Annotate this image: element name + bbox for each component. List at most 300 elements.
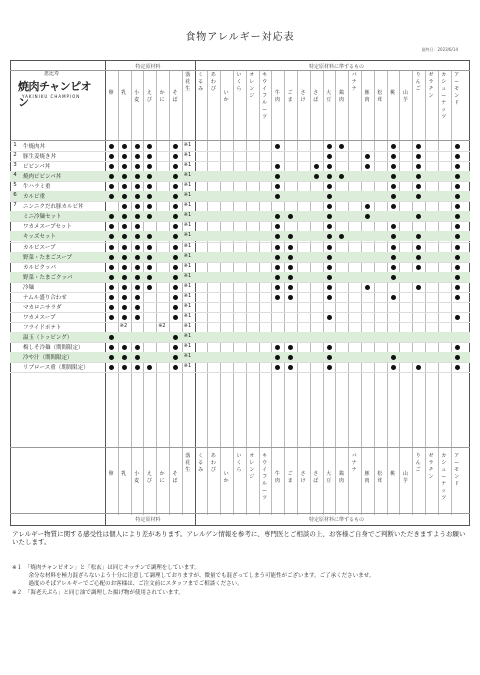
allergen-column-label: 豚肉 <box>364 471 370 484</box>
allergen-present-dot <box>416 234 421 239</box>
allergen-present-dot <box>109 295 114 300</box>
allergen-present-dot <box>147 245 152 250</box>
allergen-present-dot <box>147 144 152 149</box>
footnote-mark: ※1 <box>183 322 192 329</box>
allergen-present-dot <box>455 214 460 219</box>
allergen-present-dot <box>455 184 460 189</box>
allergen-present-dot <box>275 234 280 239</box>
allergen-present-dot <box>173 214 178 219</box>
footnote-mark: ※1 <box>183 142 192 148</box>
footnote-mark: ※1 <box>183 222 192 229</box>
allergen-column-label: いくら <box>236 72 242 92</box>
allergen-present-dot <box>416 265 421 270</box>
allergen-present-dot <box>135 295 140 300</box>
allergen-present-dot <box>288 234 293 239</box>
allergen-present-dot <box>122 144 127 149</box>
allergen-present-dot <box>455 355 460 360</box>
allergen-present-dot <box>135 315 140 320</box>
allergen-column-label: キウイフルーツ <box>262 453 268 501</box>
allergen-present-dot <box>173 365 178 370</box>
allergen-present-dot <box>275 285 280 290</box>
allergen-present-dot <box>455 275 460 280</box>
allergen-present-dot <box>122 174 127 179</box>
allergen-column-label: バナナ <box>351 453 357 473</box>
allergen-present-dot <box>455 224 460 229</box>
allergen-present-dot <box>288 295 293 300</box>
allergen-present-dot <box>327 204 332 209</box>
menu-item-name: マカロニサラダ <box>23 304 62 311</box>
allergen-present-dot <box>365 214 370 219</box>
allergen-column-label: 大豆 <box>326 471 332 484</box>
footnote-mark: ※1 <box>183 162 192 169</box>
group-specified-footer: 特定原材料 <box>135 517 161 523</box>
allergen-present-dot <box>416 144 421 149</box>
allergen-present-dot <box>416 285 421 290</box>
allergen-present-dot <box>391 365 396 370</box>
allergen-present-dot <box>173 184 178 189</box>
allergen-present-dot <box>455 255 460 260</box>
update-date: 最終日：2023/6/14 <box>421 47 458 52</box>
allergen-column-label: 牛肉 <box>274 471 280 484</box>
allergen-column-label: さば <box>313 90 319 103</box>
allergen-column-label: 乳 <box>121 471 127 477</box>
allergen-column-label: 松茸 <box>377 471 383 484</box>
menu-item-name: リブロース重（期間限定） <box>23 365 89 372</box>
allergen-present-dot <box>109 365 114 370</box>
menu-item-name: ワカメスープ <box>23 314 56 321</box>
allergen-column-label: ゼラチン <box>428 453 434 480</box>
menu-item-name: 牛ハラミ重 <box>23 184 51 191</box>
row-divider <box>10 513 470 514</box>
allergen-present-dot <box>416 164 421 169</box>
allergen-present-dot <box>173 345 178 350</box>
allergen-column-label: アーモンド <box>454 72 460 106</box>
row-divider <box>10 372 470 373</box>
table-row <box>10 191 470 201</box>
allergen-present-dot <box>275 245 280 250</box>
allergen-present-dot <box>173 275 178 280</box>
allergen-column-label: そば <box>172 90 178 103</box>
allergen-present-dot <box>135 184 140 189</box>
allergen-column-label: 卵 <box>108 90 114 96</box>
menu-item-name: ナムル盛り合わせ <box>23 294 67 301</box>
allergen-present-dot <box>109 245 114 250</box>
footnote-mark: ※1 <box>183 182 192 189</box>
allergen-present-dot <box>275 365 280 370</box>
allergen-present-dot <box>173 335 178 340</box>
allergen-present-dot <box>288 355 293 360</box>
allergen-column-label: さば <box>313 471 319 484</box>
allergen-present-dot <box>173 255 178 260</box>
allergen-present-dot <box>365 154 370 159</box>
allergen-present-dot <box>109 305 114 310</box>
allergen-present-dot <box>327 245 332 250</box>
allergy-notice: アレルギー物質に関する感受性は個人により差があります。アレルゲン情報を参考に、専門医とご相談の上、お客様ご自身でご判断いただきますようお願いいたします。 <box>12 530 466 546</box>
allergen-present-dot <box>122 265 127 270</box>
allergen-column-label: キウイフルーツ <box>262 72 268 120</box>
menu-item-name: 冷や汁（期間限定） <box>23 355 73 362</box>
allergen-present-dot <box>135 204 140 209</box>
allergen-column-label: いくら <box>236 453 242 473</box>
logo-subtitle: 恵比寿 <box>44 71 60 77</box>
table-row <box>10 211 470 221</box>
allergen-present-dot <box>275 355 280 360</box>
allergen-present-dot <box>135 214 140 219</box>
allergen-present-dot <box>135 234 140 239</box>
allergen-present-dot <box>327 345 332 350</box>
allergen-column-label: 乳 <box>121 90 127 96</box>
allergen-present-dot <box>327 355 332 360</box>
allergen-column-label: あわび <box>210 72 216 92</box>
row-number: 1 <box>13 142 17 148</box>
allergen-present-dot <box>122 184 127 189</box>
table-row <box>10 362 470 372</box>
allergen-present-dot <box>288 255 293 260</box>
menu-item-name: 冷麺 <box>23 284 35 291</box>
menu-item-name: 牛焼肉丼 <box>23 144 46 150</box>
allergen-present-dot <box>109 164 114 169</box>
allergen-column-label: 桃 <box>390 471 396 477</box>
allergen-present-dot <box>416 154 421 159</box>
allergen-column-label: 鶏肉 <box>338 90 344 103</box>
menu-item-name: 野菜・たまごスープ <box>23 254 72 261</box>
allergen-present-dot <box>416 184 421 189</box>
allergen-present-dot <box>135 305 140 310</box>
allergen-present-dot <box>327 275 332 280</box>
allergen-present-dot <box>147 194 152 199</box>
allergen-column-label: くるみ <box>198 453 204 473</box>
allergen-present-dot <box>122 194 127 199</box>
table-row <box>10 141 470 151</box>
allergen-present-dot <box>109 154 114 159</box>
allergen-present-dot <box>135 245 140 250</box>
menu-item-name: フライドポテト <box>23 324 62 331</box>
allergen-column-label: アーモンド <box>454 453 460 487</box>
allergen-column-label: 松茸 <box>377 90 383 103</box>
allergen-column-label: ごま <box>287 90 293 103</box>
allergen-present-dot <box>339 174 344 179</box>
allergen-present-dot <box>109 255 114 260</box>
allergen-present-dot <box>135 164 140 169</box>
allergen-present-dot <box>147 174 152 179</box>
footnote-mark: ※1 <box>183 212 192 219</box>
allergen-column-label: ゼラチン <box>428 72 434 99</box>
allergen-present-dot <box>173 355 178 360</box>
allergen-present-dot <box>109 355 114 360</box>
allergen-column-label: いか <box>223 471 229 484</box>
allergen-present-dot <box>122 315 127 320</box>
footnote: ※２ 「海老天ぷら」と同じ油で調理した揚げ物が使用されています。 <box>12 590 184 596</box>
allergen-present-dot <box>135 285 140 290</box>
allergen-present-dot <box>147 164 152 169</box>
allergen-column-label: 豚肉 <box>364 90 370 103</box>
group-specified-header: 特定原材料 <box>135 64 161 70</box>
allergen-column-label: かに <box>159 90 165 103</box>
allergen-present-dot <box>275 144 280 149</box>
allergen-present-dot <box>109 335 114 340</box>
allergen-present-dot <box>147 204 152 209</box>
allergen-present-dot <box>275 295 280 300</box>
footnote: 過度のそばアレルギーでご心配のお客様は、ご注文前にスタッフまでご相談ください。 <box>12 581 243 587</box>
allergen-present-dot <box>147 234 152 239</box>
footnote-mark: ※1 <box>183 282 192 289</box>
allergen-column-label: 卵 <box>108 471 114 477</box>
allergen-present-dot <box>455 345 460 350</box>
allergen-present-dot <box>327 315 332 320</box>
footnote-mark: ※2 <box>158 322 166 329</box>
table-row <box>10 151 470 161</box>
allergen-present-dot <box>288 345 293 350</box>
allergen-present-dot <box>391 295 396 300</box>
allergen-present-dot <box>416 365 421 370</box>
allergen-present-dot <box>327 184 332 189</box>
allergen-present-dot <box>416 245 421 250</box>
allergen-present-dot <box>135 194 140 199</box>
footnote: ※１ 「焼肉チャンピオン」と「松玄」は同じキッチンで調理をしています。 <box>12 565 200 571</box>
row-number: 2 <box>13 152 17 159</box>
allergen-present-dot <box>109 214 114 219</box>
table-row <box>10 171 470 181</box>
footnote-mark: ※1 <box>183 343 192 349</box>
allergen-present-dot <box>173 174 178 179</box>
allergen-present-dot <box>365 164 370 169</box>
allergen-present-dot <box>455 265 460 270</box>
allergen-present-dot <box>455 204 460 209</box>
allergen-present-dot <box>173 144 178 149</box>
allergen-present-dot <box>109 315 114 320</box>
allergen-present-dot <box>122 345 127 350</box>
allergen-present-dot <box>173 315 178 320</box>
allergen-column-label: いか <box>223 90 229 103</box>
allergen-column-label: かに <box>159 471 165 484</box>
allergen-present-dot <box>109 144 114 149</box>
footnote-mark: ※1 <box>183 353 192 360</box>
logo-english: YAKINIKU CHAMPION <box>22 94 81 99</box>
allergen-present-dot <box>455 315 460 320</box>
allergen-column-label: バナナ <box>351 72 357 92</box>
allergen-present-dot <box>327 214 332 219</box>
allergen-present-dot <box>135 365 140 370</box>
table-row <box>10 161 470 171</box>
table-row <box>10 221 470 231</box>
menu-item-name: 温玉（トッピング） <box>23 334 73 341</box>
footnote-mark: ※1 <box>183 152 192 159</box>
allergen-column-label: りんご <box>415 453 421 473</box>
allergen-present-dot <box>391 255 396 260</box>
allergen-present-dot <box>135 224 140 229</box>
page-title: 食物アレルギー対応表 <box>185 32 295 43</box>
allergen-present-dot <box>339 234 344 239</box>
row-divider <box>10 447 470 448</box>
allergen-column-label: 落花生 <box>185 72 191 92</box>
allergen-present-dot <box>173 154 178 159</box>
allergen-present-dot <box>147 154 152 159</box>
footnote-mark: ※1 <box>183 332 192 339</box>
allergen-present-dot <box>455 234 460 239</box>
allergen-present-dot <box>455 245 460 250</box>
allergen-present-dot <box>391 234 396 239</box>
menu-item-name: カルビ重 <box>23 194 46 201</box>
table-row <box>10 352 470 362</box>
allergen-column-label: ごま <box>287 471 293 484</box>
allergen-present-dot <box>135 345 140 350</box>
allergen-present-dot <box>173 164 178 169</box>
allergen-present-dot <box>275 174 280 179</box>
allergen-present-dot <box>135 265 140 270</box>
menu-item-name: ニンニクだれ豚カルビ丼 <box>23 204 84 211</box>
allergen-column-label: 牛肉 <box>274 90 280 103</box>
allergen-present-dot <box>147 265 152 270</box>
table-row <box>10 201 470 211</box>
allergen-present-dot <box>109 265 114 270</box>
allergen-present-dot <box>391 355 396 360</box>
allergen-present-dot <box>327 255 332 260</box>
allergen-present-dot <box>391 224 396 229</box>
menu-item-name: カルビスープ <box>23 244 56 251</box>
allergen-present-dot <box>173 224 178 229</box>
allergen-column-label: さけ <box>300 471 306 484</box>
allergen-column-label: えび <box>146 471 152 484</box>
allergen-present-dot <box>173 194 178 199</box>
allergen-present-dot <box>327 295 332 300</box>
footnote-mark: ※1 <box>183 202 192 209</box>
allergen-present-dot <box>122 234 127 239</box>
menu-item-name: カルビクッパ <box>23 264 57 271</box>
allergen-column-label: りんご <box>415 72 421 92</box>
allergen-present-dot <box>122 204 127 209</box>
allergen-present-dot <box>288 245 293 250</box>
row-number: 5 <box>13 182 17 189</box>
allergen-present-dot <box>109 184 114 189</box>
allergen-column-label: 桃 <box>390 90 396 96</box>
menu-item-name: 焼肉ビビンバ丼 <box>23 174 62 181</box>
row-number: 3 <box>13 162 17 169</box>
allergen-present-dot <box>122 285 127 290</box>
menu-item-name: 野菜・たまごクッパ <box>23 274 73 281</box>
allergen-present-dot <box>275 345 280 350</box>
allergen-present-dot <box>327 265 332 270</box>
allergen-present-dot <box>275 275 280 280</box>
allergen-present-dot <box>288 265 293 270</box>
allergen-present-dot <box>391 245 396 250</box>
table-row <box>10 252 470 262</box>
allergen-present-dot <box>109 224 114 229</box>
allergen-present-dot <box>122 295 127 300</box>
logo-name: 焼肉チャンピオン <box>18 80 92 109</box>
allergen-present-dot <box>391 174 396 179</box>
allergen-column-label: カシューナッツ <box>441 72 447 120</box>
allergen-present-dot <box>173 285 178 290</box>
allergen-present-dot <box>391 154 396 159</box>
allergen-present-dot <box>173 265 178 270</box>
allergen-present-dot <box>122 224 127 229</box>
footnote-mark: ※1 <box>183 312 192 319</box>
footnote-mark: ※1 <box>183 272 192 279</box>
allergen-present-dot <box>339 144 344 149</box>
allergen-present-dot <box>122 154 127 159</box>
allergen-present-dot <box>327 154 332 159</box>
allergen-column-label: カシューナッツ <box>441 453 447 501</box>
table-row <box>10 272 470 282</box>
allergen-present-dot <box>288 285 293 290</box>
allergen-present-dot <box>416 174 421 179</box>
allergen-present-dot <box>327 234 332 239</box>
allergen-present-dot <box>416 214 421 219</box>
table-row <box>10 342 470 352</box>
allergen-present-dot <box>147 275 152 280</box>
allergen-present-dot <box>135 355 140 360</box>
allergen-present-dot <box>327 224 332 229</box>
allergen-present-dot <box>391 194 396 199</box>
allergen-present-dot <box>109 174 114 179</box>
allergen-present-dot <box>173 305 178 310</box>
footnote-mark: ※1 <box>183 262 192 269</box>
allergen-present-dot <box>275 224 280 229</box>
allergen-present-dot <box>391 164 396 169</box>
table-row <box>10 292 470 302</box>
allergen-present-dot <box>288 275 293 280</box>
allergen-present-dot <box>147 184 152 189</box>
allergen-present-dot <box>109 194 114 199</box>
allergen-column-label: 小麦 <box>134 471 140 484</box>
allergen-present-dot <box>327 365 332 370</box>
allergen-present-dot <box>122 355 127 360</box>
allergen-present-dot <box>147 255 152 260</box>
allergen-present-dot <box>275 184 280 189</box>
allergen-present-dot <box>122 245 127 250</box>
allergen-column-label: 大豆 <box>326 90 332 103</box>
group-related-footer: 特定原材料に準ずるもの <box>308 517 364 523</box>
table-row <box>10 302 470 312</box>
allergen-column-label: 小麦 <box>134 90 140 103</box>
allergen-present-dot <box>109 285 114 290</box>
allergen-present-dot <box>455 295 460 300</box>
table-row <box>10 312 470 322</box>
allergen-present-dot <box>275 214 280 219</box>
menu-item-name: キッズセット <box>23 234 56 241</box>
menu-item-name: ビビンバ丼 <box>23 164 51 171</box>
table-row <box>10 332 470 342</box>
allergen-present-dot <box>122 275 127 280</box>
allergen-column-label: そば <box>172 471 178 484</box>
allergen-column-label: えび <box>146 90 152 103</box>
allergen-column-label: 落花生 <box>185 453 191 473</box>
allergen-present-dot <box>327 164 332 169</box>
allergen-column-label: オレンジ <box>249 453 255 480</box>
allergen-present-dot <box>135 255 140 260</box>
footnote: 余分な材料を極力混ざらないよう十分に注意して調理しておりますが、微量でも混ざってしまう可能性がございます。ご了承くださいませ。 <box>12 573 375 579</box>
row-number: 6 <box>13 192 17 199</box>
allergen-present-dot <box>275 255 280 260</box>
allergen-present-dot <box>455 365 460 370</box>
allergen-present-dot <box>455 174 460 179</box>
allergen-present-dot <box>327 285 332 290</box>
row-number: 7 <box>13 202 17 209</box>
allergen-present-dot <box>275 265 280 270</box>
allergen-present-dot <box>135 144 140 149</box>
footnote-mark: ※1 <box>183 252 192 259</box>
allergen-present-dot <box>109 275 114 280</box>
table-row <box>10 231 470 241</box>
menu-item-name: 豚生姜焼き丼 <box>23 154 57 161</box>
allergen-present-dot <box>275 164 280 169</box>
allergen-present-dot <box>122 214 127 219</box>
group-related-header: 特定原材料に準ずるもの <box>308 64 364 70</box>
allergen-present-dot <box>455 144 460 149</box>
allergen-present-dot <box>275 194 280 199</box>
allergen-present-dot <box>416 194 421 199</box>
table-row <box>10 242 470 252</box>
